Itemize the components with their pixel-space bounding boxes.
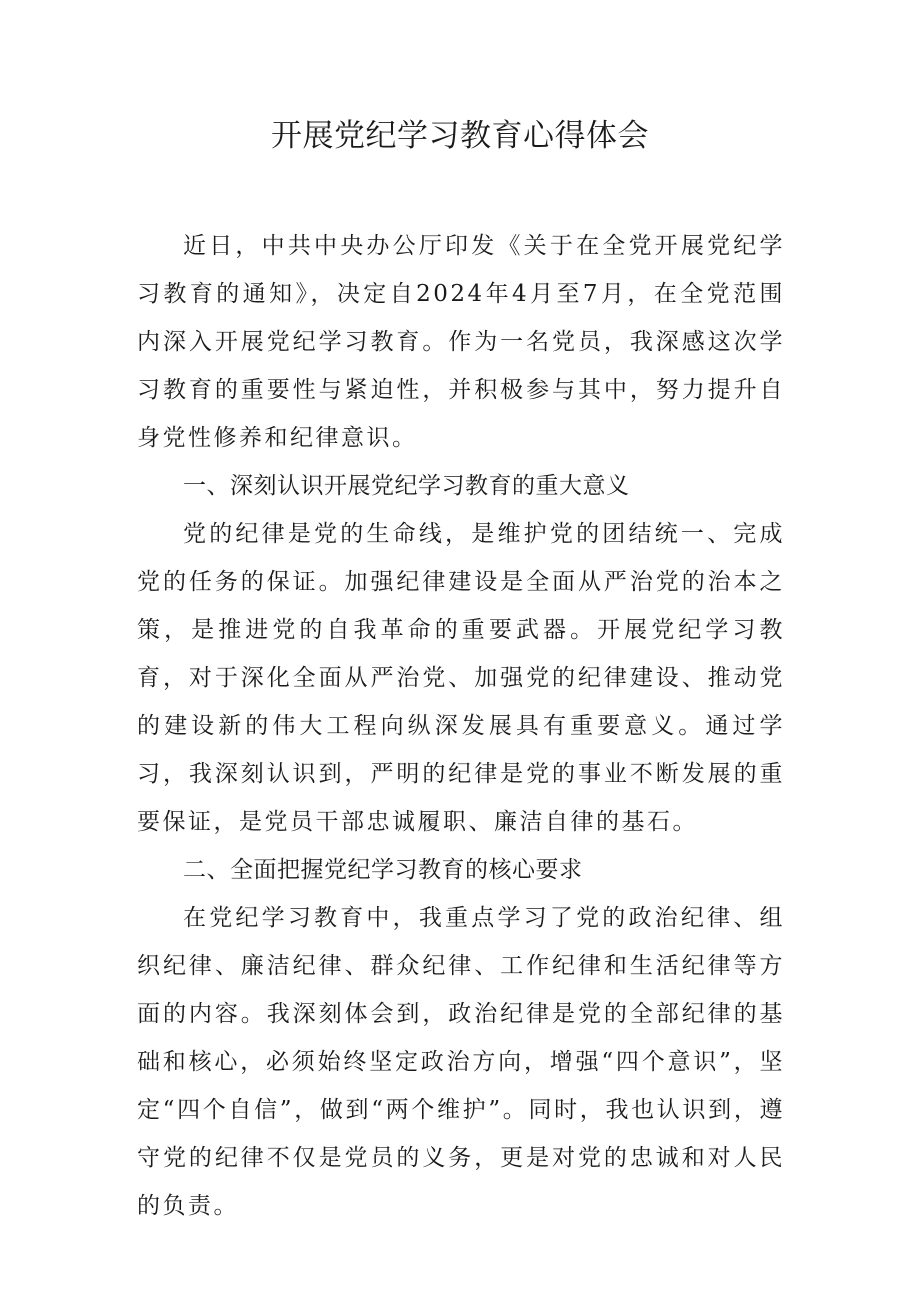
intro-paragraph: 近日，中共中央办公厅印发《关于在全党开展党纪学习教育的通知》，决定自2024年4月至7月，在全党范围内深入开展党纪学习教育。作为一名党员，我深感这次学习教育的重要性与紧迫性，并积极参与其中，努力提升自身党性修养和纪律意识。 bbox=[137, 233, 785, 451]
document-body bbox=[137, 222, 785, 1230]
section-1-paragraph: 党的纪律是党的生命线，是维护党的团结统一、完成党的任务的保证。加强纪律建设是全面从严治党的治本之策，是推进党的自我革命的重要武器。开展党纪学习教育，对于深化全面从严治党、加强党的纪律建设、推动党的建设新的伟大工程向纵深发展具有重要意义。通过学习，我深刻认识到，严明的纪律是党的事业不断发展的重要保证，是党员干部忠诚履职、廉洁自律的基石。 bbox=[137, 521, 785, 835]
section-2-heading: 二、全面把握党纪学习教育的核心要求 bbox=[183, 857, 583, 883]
page-title: 开展党纪学习教育心得体会 bbox=[271, 118, 649, 154]
section-1-heading: 一、深刻认识开展党纪学习教育的重大意义 bbox=[183, 473, 630, 499]
section-2-paragraph: 在党纪学习教育中，我重点学习了党的政治纪律、组织纪律、廉洁纪律、群众纪律、工作纪律和生活纪律等方面的内容。我深刻体会到，政治纪律是党的全部纪律的基础和核心，必须始终坚定政治方向，增强“四个意识”，坚定“四个自信”，做到“两个维护”。同时，我也认识到，遵守党的纪律不仅是党员的义务，更是对党的忠诚和对人民的负责。 bbox=[137, 905, 785, 1219]
